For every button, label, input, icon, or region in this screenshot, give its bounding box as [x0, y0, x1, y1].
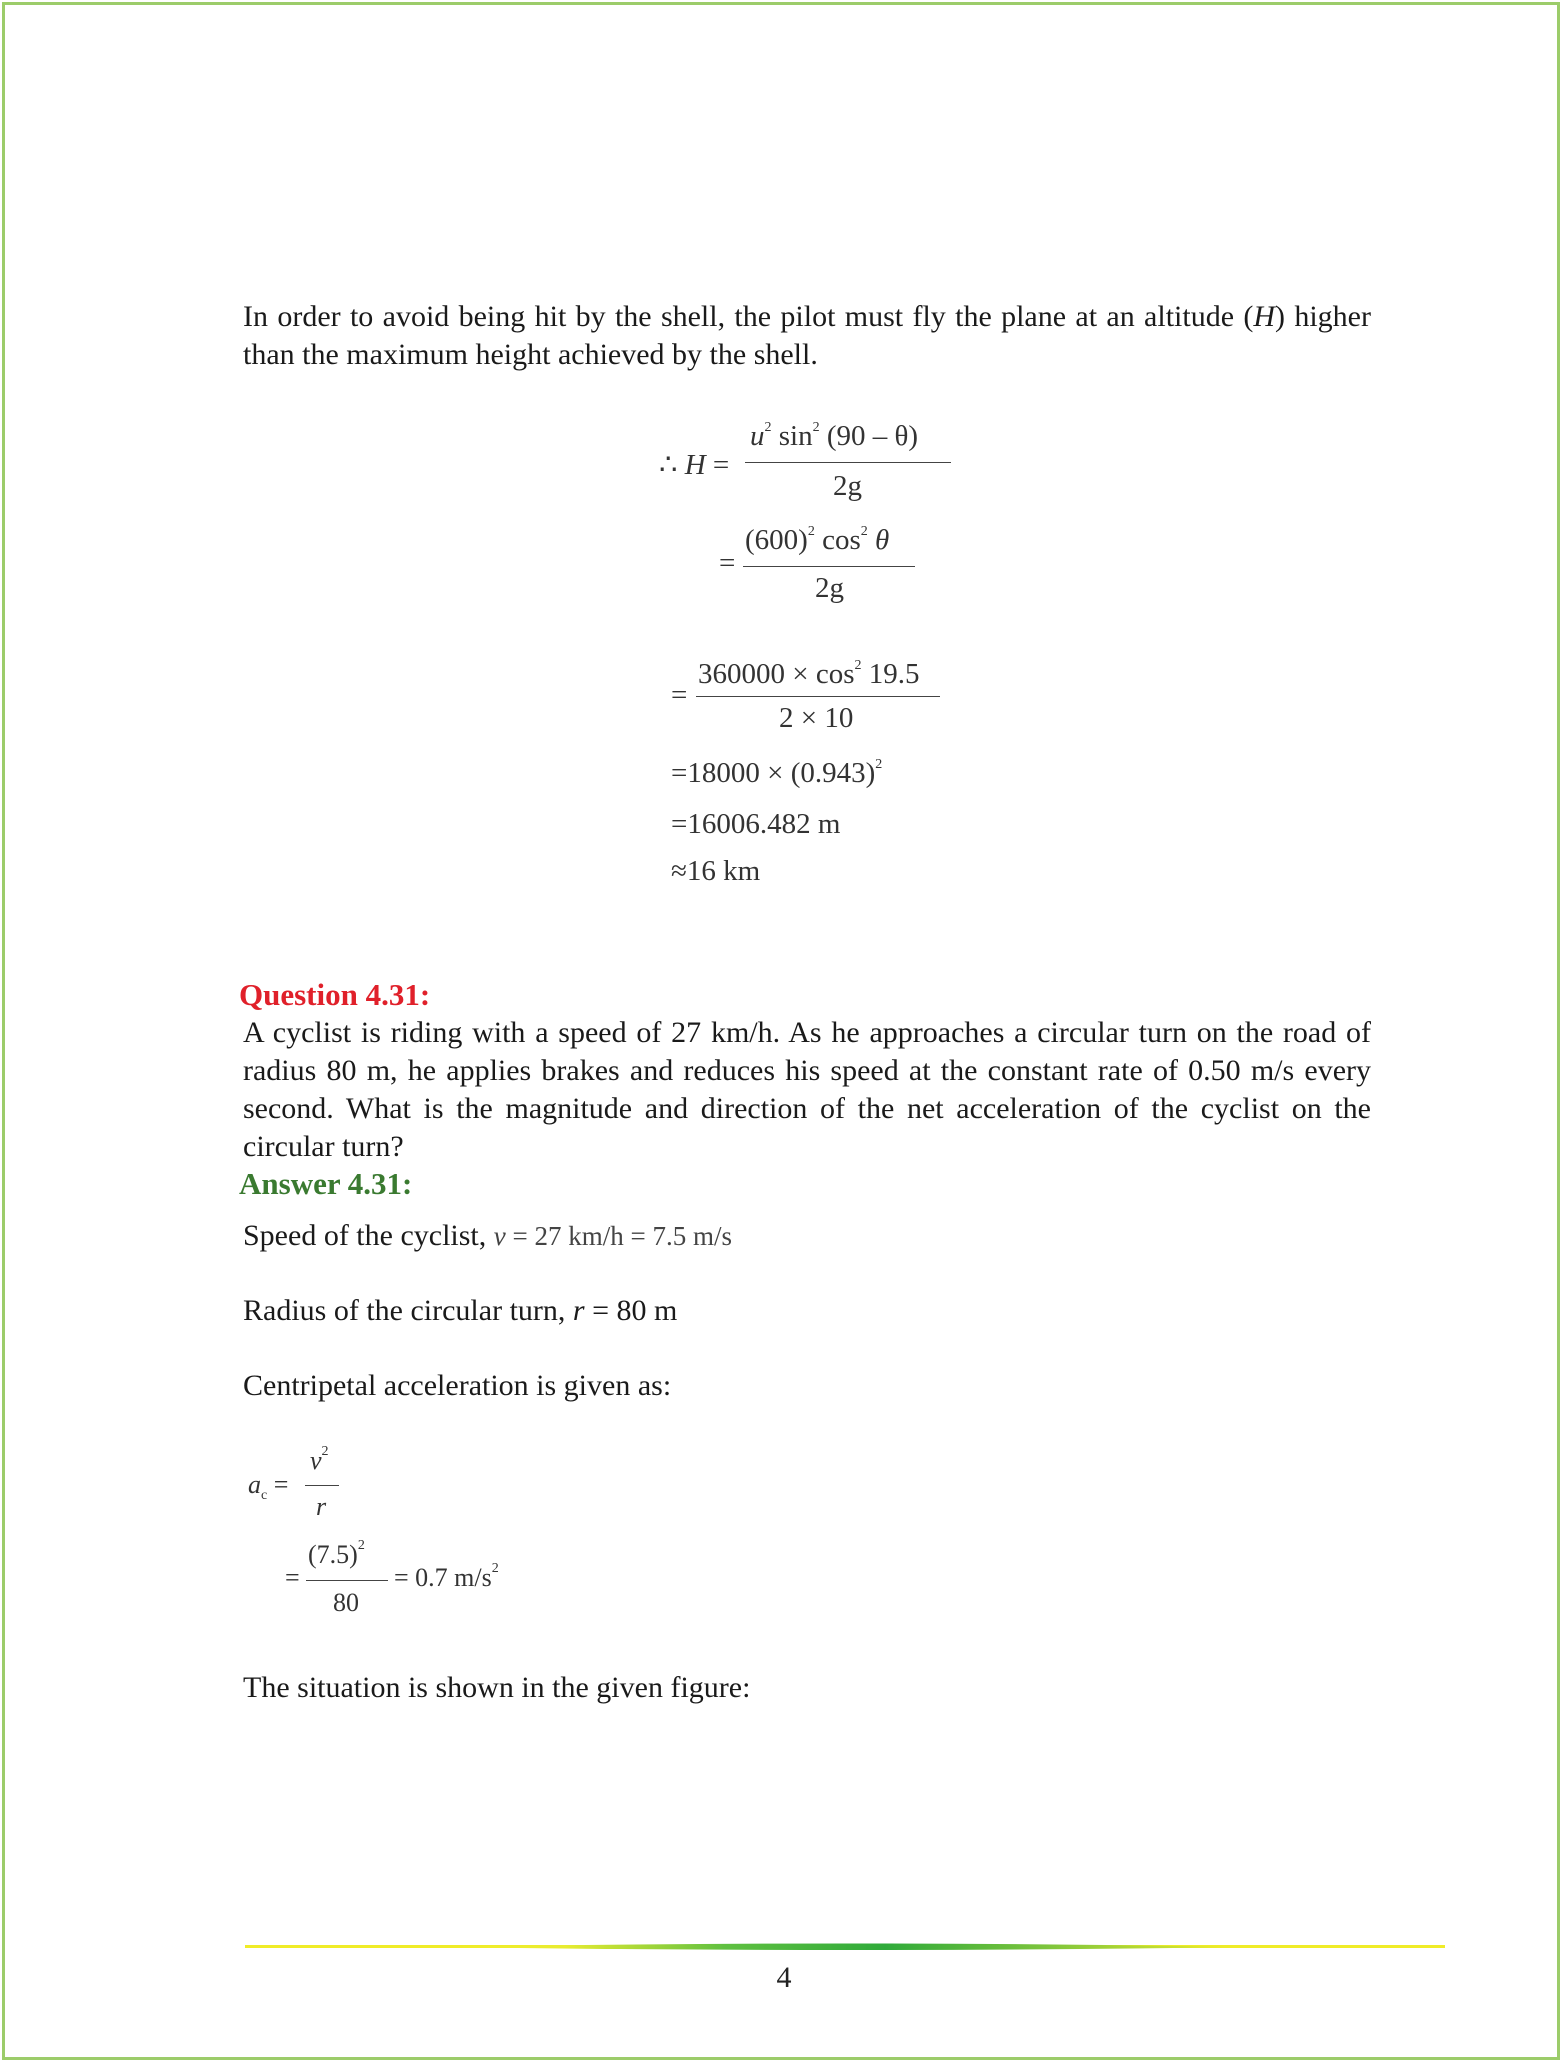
ac-numerator: $v^2$ [310, 1444, 329, 1475]
calc-fraction-bar [306, 1580, 388, 1581]
centripetal-line: Centripetal acceleration is given as: [243, 1369, 672, 1402]
step1-denominator: 2g [833, 470, 862, 502]
question-heading: Question 4.31: [239, 977, 431, 1012]
therefore-symbol: ∴ H = [659, 449, 730, 481]
calc-equals: = [285, 1563, 300, 1592]
step3-numerator: $360000 \times \cos^2 19.5$ [698, 658, 920, 690]
step6-line: ≈16 km [671, 855, 761, 887]
ac-denominator: r [316, 1492, 327, 1521]
page-number: 4 [776, 1961, 792, 1994]
step2-fraction-bar [743, 566, 915, 567]
step3-equals: = [671, 679, 688, 711]
step3-fraction-bar [696, 696, 940, 697]
step2-numerator: $(600)^2$ $\cos^2 \theta$ [745, 524, 890, 556]
ac-symbol: $a_c$ = [248, 1470, 289, 1503]
calc-numerator: $(7.5)^2$ [308, 1538, 365, 1569]
step3-denominator: 2 × 10 [779, 702, 854, 734]
radius-line: Radius of the circular turn, r = 80 m [243, 1294, 678, 1327]
answer-heading: Answer 4.31: [239, 1166, 413, 1201]
step2-equals: = [719, 547, 736, 579]
ac-fraction-bar [305, 1485, 339, 1486]
speed-line: Speed of the cyclist, v = 27 km/h = 7.5 m/s [243, 1219, 732, 1252]
step4-line: $=18000 \times (0.943)^2$ [671, 757, 883, 789]
step1-numerator: $u^2$ $\sin^2 (90 - \theta)$ [750, 420, 919, 452]
step2-denominator: 2g [815, 572, 844, 604]
calc-result: = 0.7 $m/s^2$ [394, 1561, 499, 1592]
step1-fraction-bar [745, 462, 951, 463]
intro-paragraph: In order to avoid being hit by the shell, the pilot must fly the plane at an altitude (H) higher than the maximum height achieved by the shell. [243, 300, 1371, 371]
step5-line: =16006.482 m [671, 808, 841, 840]
question-text: A cyclist is riding with a speed of 27 km/h. As he approaches a circular turn on the road of radius 80 m, he applies brakes and reduces his speed at the constant rate of 0.50 m/s every second. What is the magnitude and direction of the net acceleration of the cyclist on the circular turn? [243, 1016, 1371, 1163]
footer-divider [245, 1941, 1445, 1955]
calc-denominator: 80 [333, 1588, 359, 1617]
figure-line: The situation is shown in the given figure: [243, 1671, 751, 1704]
